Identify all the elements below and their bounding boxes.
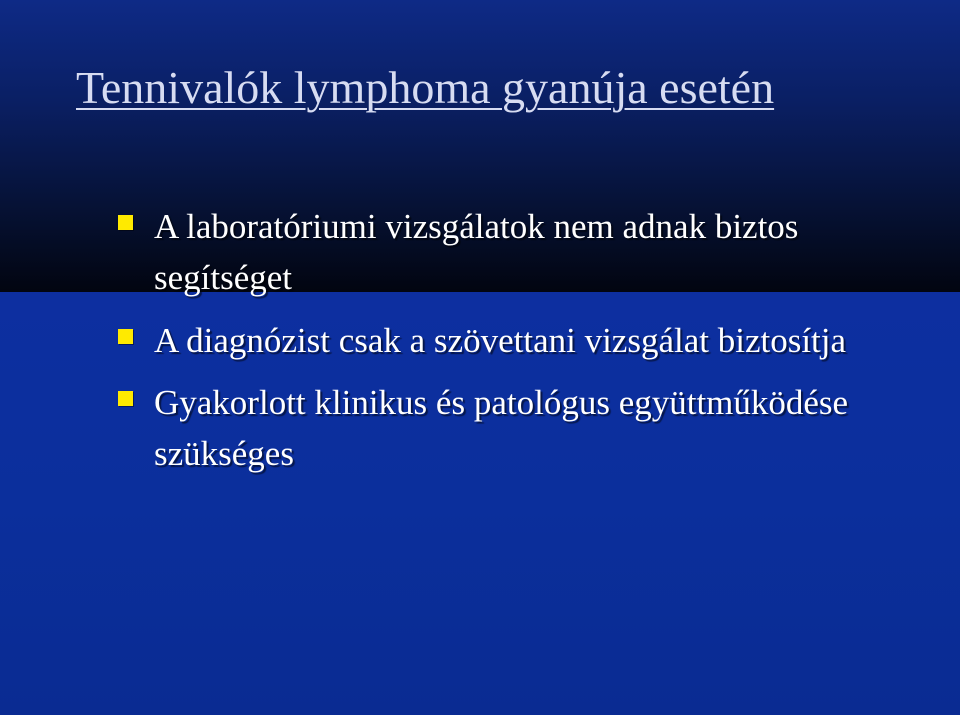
yellow-square-bullet-icon	[118, 215, 133, 230]
yellow-square-bullet-icon	[118, 391, 133, 406]
yellow-square-bullet-icon	[118, 329, 133, 344]
bullet-text: A laboratóriumi vizsgálatok nem adnak biztos segítséget	[154, 207, 799, 297]
slide-title: Tennivalók lymphoma gyanúja esetén	[76, 62, 775, 113]
bullet-list	[118, 201, 918, 491]
bullet-text: A diagnózist csak a szövettani vizsgálat biztosítja	[154, 321, 847, 360]
bullet-item	[118, 377, 918, 479]
bullet-item	[118, 201, 918, 303]
bullet-item	[118, 315, 918, 366]
bullet-text: Gyakorlott klinikus és patológus együttműködése szükséges	[154, 383, 849, 473]
